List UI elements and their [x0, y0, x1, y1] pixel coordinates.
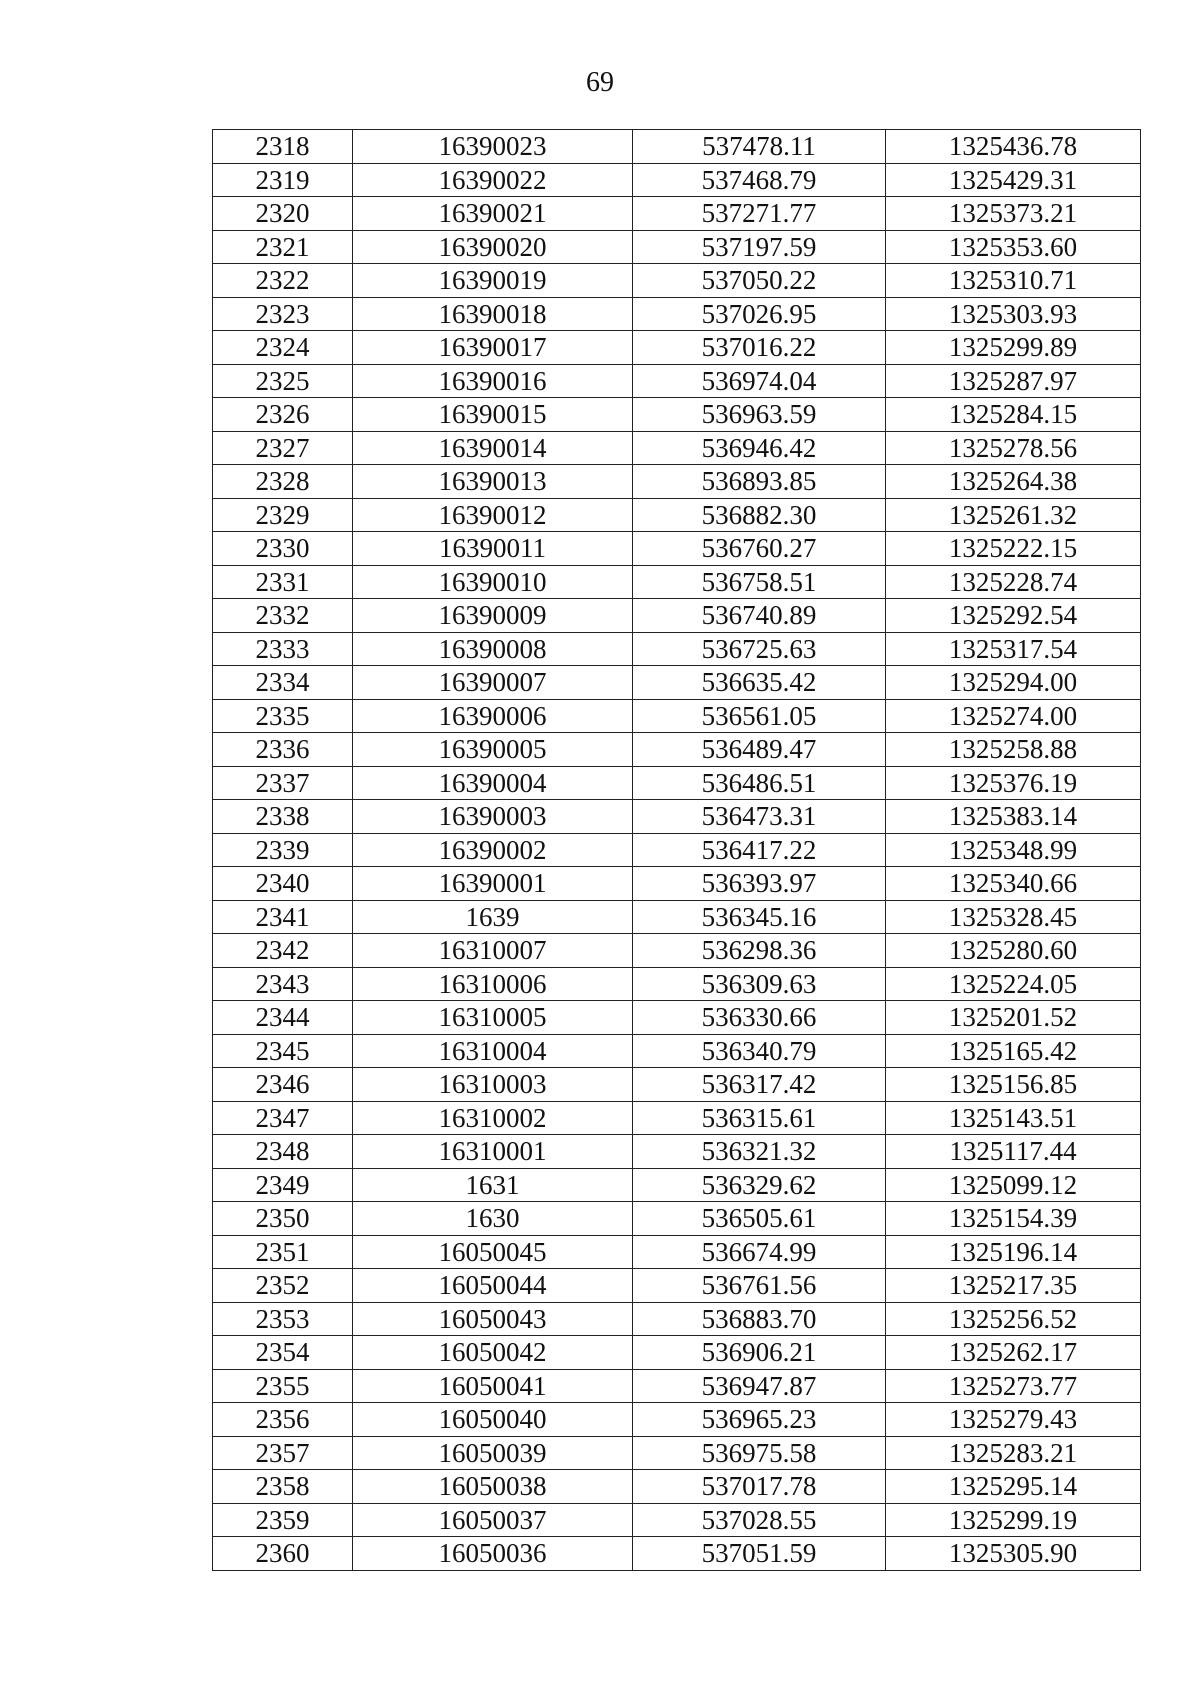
row-number-cell: 2346: [213, 1068, 353, 1102]
table-row: [213, 1403, 1141, 1437]
point-id-cell: 1630: [353, 1202, 633, 1236]
table-row: [213, 1269, 1141, 1303]
row-number-cell: 2336: [213, 733, 353, 767]
table-row: [213, 1369, 1141, 1403]
table-row: [213, 800, 1141, 834]
row-number-cell: 2356: [213, 1403, 353, 1437]
row-number-cell: 2352: [213, 1269, 353, 1303]
x-coordinate-cell: 537017.78: [633, 1470, 886, 1504]
row-number-cell: 2335: [213, 699, 353, 733]
row-number-cell: 2328: [213, 465, 353, 499]
point-id-cell: 16390013: [353, 465, 633, 499]
row-number-cell: 2344: [213, 1001, 353, 1035]
row-number-cell: 2337: [213, 766, 353, 800]
x-coordinate-cell: 536393.97: [633, 867, 886, 901]
x-coordinate-cell: 536947.87: [633, 1369, 886, 1403]
row-number-cell: 2348: [213, 1135, 353, 1169]
x-coordinate-cell: 537051.59: [633, 1537, 886, 1571]
row-number-cell: 2350: [213, 1202, 353, 1236]
row-number-cell: 2322: [213, 264, 353, 298]
point-id-cell: 16390019: [353, 264, 633, 298]
row-number-cell: 2333: [213, 632, 353, 666]
table-row: [213, 733, 1141, 767]
coordinates-table: [212, 129, 1141, 1571]
table-row: [213, 666, 1141, 700]
y-coordinate-cell: 1325340.66: [886, 867, 1141, 901]
row-number-cell: 2359: [213, 1503, 353, 1537]
x-coordinate-cell: 536882.30: [633, 498, 886, 532]
coordinates-table-container: [212, 129, 1140, 1571]
point-id-cell: 16050045: [353, 1235, 633, 1269]
point-id-cell: 16390018: [353, 297, 633, 331]
x-coordinate-cell: 536761.56: [633, 1269, 886, 1303]
point-id-cell: 16390010: [353, 565, 633, 599]
y-coordinate-cell: 1325201.52: [886, 1001, 1141, 1035]
row-number-cell: 2358: [213, 1470, 353, 1504]
point-id-cell: 16390005: [353, 733, 633, 767]
x-coordinate-cell: 536298.36: [633, 934, 886, 968]
x-coordinate-cell: 536946.42: [633, 431, 886, 465]
x-coordinate-cell: 536561.05: [633, 699, 886, 733]
y-coordinate-cell: 1325328.45: [886, 900, 1141, 934]
table-row: [213, 264, 1141, 298]
y-coordinate-cell: 1325376.19: [886, 766, 1141, 800]
table-row: [213, 565, 1141, 599]
y-coordinate-cell: 1325436.78: [886, 130, 1141, 164]
point-id-cell: 16310002: [353, 1101, 633, 1135]
table-row: [213, 331, 1141, 365]
x-coordinate-cell: 537050.22: [633, 264, 886, 298]
point-id-cell: 16050040: [353, 1403, 633, 1437]
y-coordinate-cell: 1325196.14: [886, 1235, 1141, 1269]
row-number-cell: 2357: [213, 1436, 353, 1470]
row-number-cell: 2326: [213, 398, 353, 432]
point-id-cell: 16390006: [353, 699, 633, 733]
y-coordinate-cell: 1325305.90: [886, 1537, 1141, 1571]
y-coordinate-cell: 1325165.42: [886, 1034, 1141, 1068]
point-id-cell: 16310007: [353, 934, 633, 968]
y-coordinate-cell: 1325295.14: [886, 1470, 1141, 1504]
y-coordinate-cell: 1325273.77: [886, 1369, 1141, 1403]
point-id-cell: 16390023: [353, 130, 633, 164]
point-id-cell: 16390022: [353, 163, 633, 197]
y-coordinate-cell: 1325262.17: [886, 1336, 1141, 1370]
x-coordinate-cell: 536758.51: [633, 565, 886, 599]
table-row: [213, 1034, 1141, 1068]
y-coordinate-cell: 1325264.38: [886, 465, 1141, 499]
x-coordinate-cell: 536965.23: [633, 1403, 886, 1437]
x-coordinate-cell: 536473.31: [633, 800, 886, 834]
point-id-cell: 16050036: [353, 1537, 633, 1571]
x-coordinate-cell: 536486.51: [633, 766, 886, 800]
x-coordinate-cell: 536505.61: [633, 1202, 886, 1236]
y-coordinate-cell: 1325303.93: [886, 297, 1141, 331]
y-coordinate-cell: 1325143.51: [886, 1101, 1141, 1135]
table-row: [213, 1168, 1141, 1202]
x-coordinate-cell: 536963.59: [633, 398, 886, 432]
y-coordinate-cell: 1325224.05: [886, 967, 1141, 1001]
point-id-cell: 16390009: [353, 599, 633, 633]
row-number-cell: 2360: [213, 1537, 353, 1571]
point-id-cell: 16390014: [353, 431, 633, 465]
row-number-cell: 2345: [213, 1034, 353, 1068]
table-row: [213, 297, 1141, 331]
row-number-cell: 2341: [213, 900, 353, 934]
y-coordinate-cell: 1325287.97: [886, 364, 1141, 398]
point-id-cell: 16050042: [353, 1336, 633, 1370]
x-coordinate-cell: 536974.04: [633, 364, 886, 398]
row-number-cell: 2321: [213, 230, 353, 264]
table-row: [213, 867, 1141, 901]
table-row: [213, 699, 1141, 733]
point-id-cell: 16390001: [353, 867, 633, 901]
point-id-cell: 16310001: [353, 1135, 633, 1169]
point-id-cell: 16310003: [353, 1068, 633, 1102]
table-row: [213, 1470, 1141, 1504]
table-row: [213, 1436, 1141, 1470]
y-coordinate-cell: 1325310.71: [886, 264, 1141, 298]
row-number-cell: 2331: [213, 565, 353, 599]
y-coordinate-cell: 1325353.60: [886, 230, 1141, 264]
x-coordinate-cell: 537468.79: [633, 163, 886, 197]
table-row: [213, 1302, 1141, 1336]
point-id-cell: 1639: [353, 900, 633, 934]
x-coordinate-cell: 537197.59: [633, 230, 886, 264]
x-coordinate-cell: 537028.55: [633, 1503, 886, 1537]
x-coordinate-cell: 536725.63: [633, 632, 886, 666]
x-coordinate-cell: 536740.89: [633, 599, 886, 633]
y-coordinate-cell: 1325294.00: [886, 666, 1141, 700]
table-row: [213, 130, 1141, 164]
y-coordinate-cell: 1325278.56: [886, 431, 1141, 465]
x-coordinate-cell: 536330.66: [633, 1001, 886, 1035]
table-row: [213, 364, 1141, 398]
table-row: [213, 1336, 1141, 1370]
point-id-cell: 16310005: [353, 1001, 633, 1035]
row-number-cell: 2340: [213, 867, 353, 901]
y-coordinate-cell: 1325156.85: [886, 1068, 1141, 1102]
point-id-cell: 16390007: [353, 666, 633, 700]
table-row: [213, 163, 1141, 197]
y-coordinate-cell: 1325279.43: [886, 1403, 1141, 1437]
y-coordinate-cell: 1325154.39: [886, 1202, 1141, 1236]
table-row: [213, 1503, 1141, 1537]
point-id-cell: 16390002: [353, 833, 633, 867]
point-id-cell: 16310006: [353, 967, 633, 1001]
row-number-cell: 2318: [213, 130, 353, 164]
table-body: [213, 130, 1141, 1571]
table-row: [213, 934, 1141, 968]
y-coordinate-cell: 1325283.21: [886, 1436, 1141, 1470]
table-row: [213, 532, 1141, 566]
table-row: [213, 230, 1141, 264]
table-row: [213, 599, 1141, 633]
y-coordinate-cell: 1325284.15: [886, 398, 1141, 432]
y-coordinate-cell: 1325292.54: [886, 599, 1141, 633]
x-coordinate-cell: 537271.77: [633, 197, 886, 231]
row-number-cell: 2355: [213, 1369, 353, 1403]
x-coordinate-cell: 536321.32: [633, 1135, 886, 1169]
table-row: [213, 967, 1141, 1001]
point-id-cell: 16390012: [353, 498, 633, 532]
y-coordinate-cell: 1325228.74: [886, 565, 1141, 599]
x-coordinate-cell: 536309.63: [633, 967, 886, 1001]
table-row: [213, 465, 1141, 499]
row-number-cell: 2323: [213, 297, 353, 331]
row-number-cell: 2349: [213, 1168, 353, 1202]
row-number-cell: 2351: [213, 1235, 353, 1269]
y-coordinate-cell: 1325280.60: [886, 934, 1141, 968]
row-number-cell: 2332: [213, 599, 353, 633]
x-coordinate-cell: 536975.58: [633, 1436, 886, 1470]
row-number-cell: 2339: [213, 833, 353, 867]
y-coordinate-cell: 1325217.35: [886, 1269, 1141, 1303]
table-row: [213, 398, 1141, 432]
x-coordinate-cell: 536329.62: [633, 1168, 886, 1202]
table-row: [213, 1235, 1141, 1269]
x-coordinate-cell: 536489.47: [633, 733, 886, 767]
y-coordinate-cell: 1325373.21: [886, 197, 1141, 231]
row-number-cell: 2338: [213, 800, 353, 834]
x-coordinate-cell: 536417.22: [633, 833, 886, 867]
y-coordinate-cell: 1325099.12: [886, 1168, 1141, 1202]
x-coordinate-cell: 536317.42: [633, 1068, 886, 1102]
row-number-cell: 2343: [213, 967, 353, 1001]
point-id-cell: 16050044: [353, 1269, 633, 1303]
point-id-cell: 16050041: [353, 1369, 633, 1403]
table-row: [213, 1101, 1141, 1135]
y-coordinate-cell: 1325317.54: [886, 632, 1141, 666]
table-row: [213, 632, 1141, 666]
point-id-cell: 16390015: [353, 398, 633, 432]
table-row: [213, 766, 1141, 800]
row-number-cell: 2354: [213, 1336, 353, 1370]
x-coordinate-cell: 536883.70: [633, 1302, 886, 1336]
row-number-cell: 2327: [213, 431, 353, 465]
y-coordinate-cell: 1325256.52: [886, 1302, 1141, 1336]
y-coordinate-cell: 1325261.32: [886, 498, 1141, 532]
table-row: [213, 1135, 1141, 1169]
point-id-cell: 16390003: [353, 800, 633, 834]
table-row: [213, 1001, 1141, 1035]
table-row: [213, 1068, 1141, 1102]
row-number-cell: 2324: [213, 331, 353, 365]
x-coordinate-cell: 537478.11: [633, 130, 886, 164]
x-coordinate-cell: 536315.61: [633, 1101, 886, 1135]
point-id-cell: 16310004: [353, 1034, 633, 1068]
x-coordinate-cell: 536340.79: [633, 1034, 886, 1068]
point-id-cell: 16390017: [353, 331, 633, 365]
x-coordinate-cell: 536674.99: [633, 1235, 886, 1269]
point-id-cell: 16050037: [353, 1503, 633, 1537]
point-id-cell: 16390011: [353, 532, 633, 566]
x-coordinate-cell: 537016.22: [633, 331, 886, 365]
point-id-cell: 1631: [353, 1168, 633, 1202]
table-row: [213, 197, 1141, 231]
row-number-cell: 2342: [213, 934, 353, 968]
point-id-cell: 16050038: [353, 1470, 633, 1504]
row-number-cell: 2329: [213, 498, 353, 532]
point-id-cell: 16390008: [353, 632, 633, 666]
x-coordinate-cell: 536893.85: [633, 465, 886, 499]
row-number-cell: 2330: [213, 532, 353, 566]
point-id-cell: 16390004: [353, 766, 633, 800]
x-coordinate-cell: 536345.16: [633, 900, 886, 934]
y-coordinate-cell: 1325299.19: [886, 1503, 1141, 1537]
x-coordinate-cell: 536635.42: [633, 666, 886, 700]
row-number-cell: 2353: [213, 1302, 353, 1336]
table-row: [213, 1202, 1141, 1236]
row-number-cell: 2325: [213, 364, 353, 398]
table-row: [213, 431, 1141, 465]
x-coordinate-cell: 536760.27: [633, 532, 886, 566]
point-id-cell: 16390021: [353, 197, 633, 231]
table-row: [213, 900, 1141, 934]
page-number: 69: [586, 67, 614, 98]
row-number-cell: 2319: [213, 163, 353, 197]
row-number-cell: 2334: [213, 666, 353, 700]
y-coordinate-cell: 1325429.31: [886, 163, 1141, 197]
row-number-cell: 2347: [213, 1101, 353, 1135]
y-coordinate-cell: 1325274.00: [886, 699, 1141, 733]
y-coordinate-cell: 1325117.44: [886, 1135, 1141, 1169]
point-id-cell: 16050039: [353, 1436, 633, 1470]
y-coordinate-cell: 1325383.14: [886, 800, 1141, 834]
y-coordinate-cell: 1325348.99: [886, 833, 1141, 867]
y-coordinate-cell: 1325299.89: [886, 331, 1141, 365]
x-coordinate-cell: 537026.95: [633, 297, 886, 331]
y-coordinate-cell: 1325222.15: [886, 532, 1141, 566]
y-coordinate-cell: 1325258.88: [886, 733, 1141, 767]
table-row: [213, 833, 1141, 867]
table-row: [213, 1537, 1141, 1571]
point-id-cell: 16390016: [353, 364, 633, 398]
point-id-cell: 16390020: [353, 230, 633, 264]
x-coordinate-cell: 536906.21: [633, 1336, 886, 1370]
point-id-cell: 16050043: [353, 1302, 633, 1336]
row-number-cell: 2320: [213, 197, 353, 231]
table-row: [213, 498, 1141, 532]
